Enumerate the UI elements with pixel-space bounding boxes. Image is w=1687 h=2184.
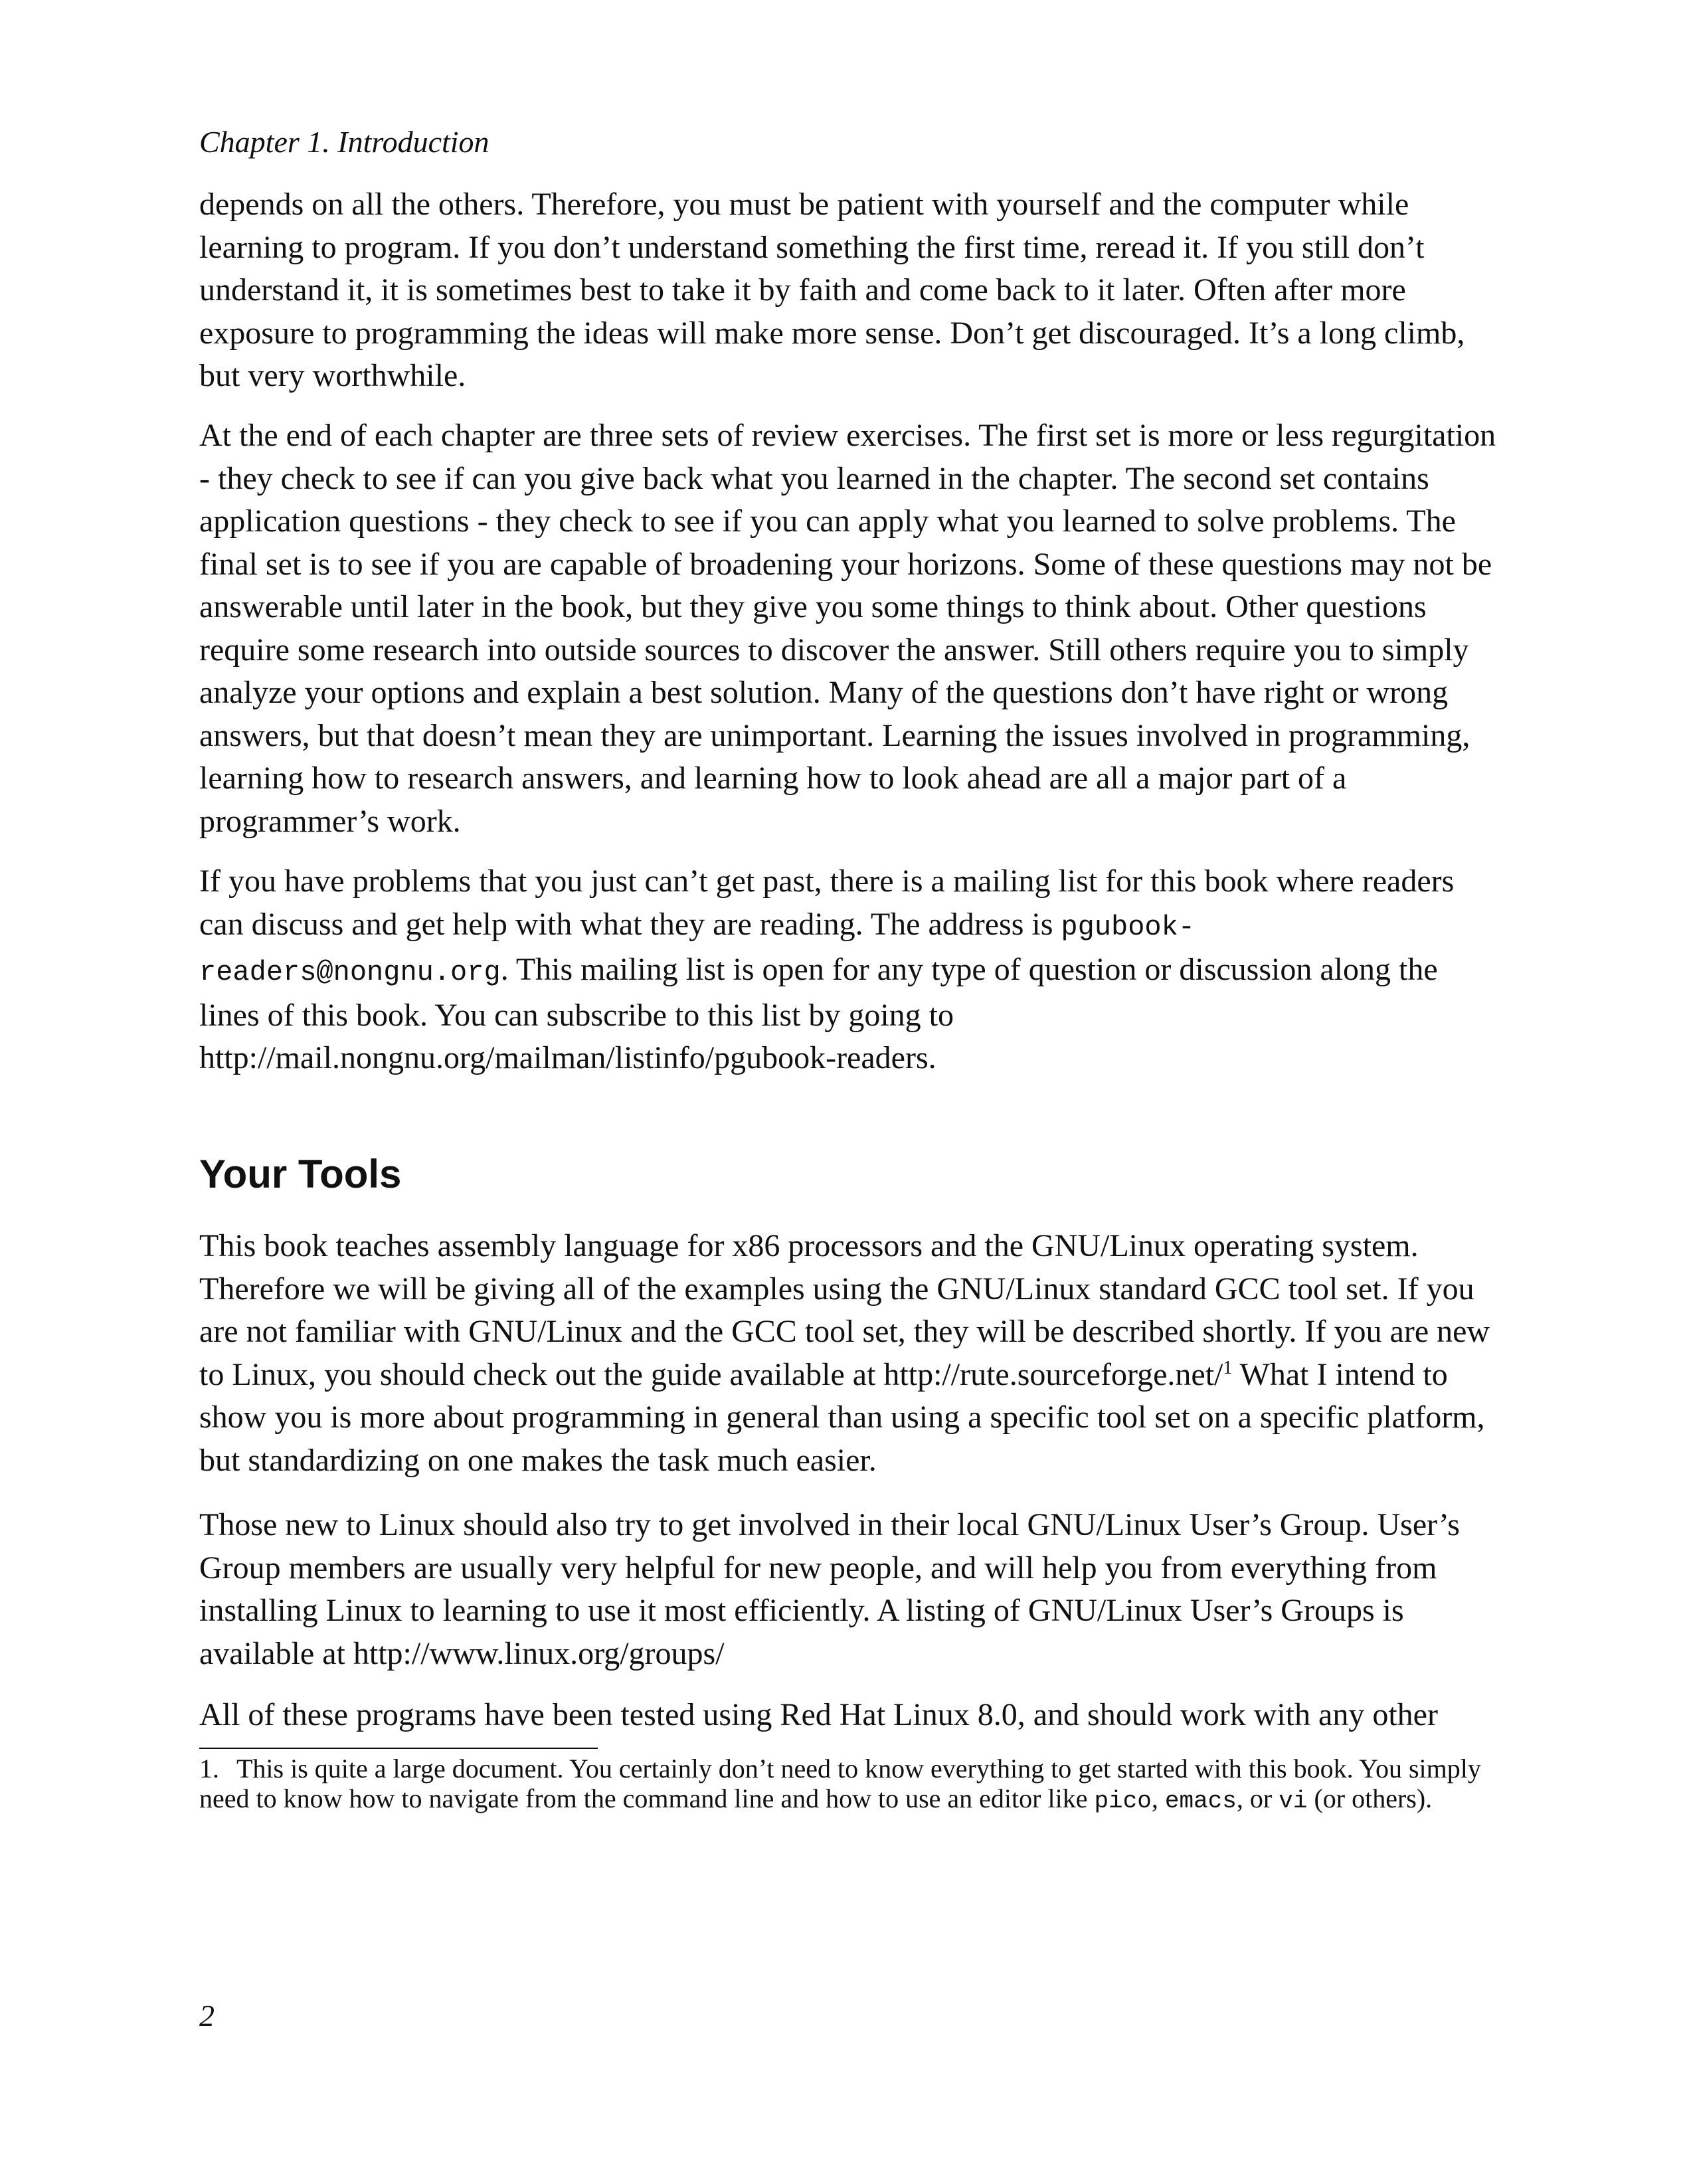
paragraph-patience: depends on all the others. Therefore, you must be patient with yourself and the computer while learning to program. If you don’t understand something the first time, reread it. If you still don’t understand it, it is sometimes best to take it by faith and come back to it later. Often after more exposure to programming the ideas will make more sense. Don’t get discouraged. It’s a long climb, but very worthwhile. (199, 187, 1465, 393)
footnote-divider (199, 1748, 598, 1749)
footnote-sep-2: , or (1236, 1783, 1273, 1813)
footnote-number: 1. (199, 1754, 219, 1783)
footnote-code-vi: vi (1279, 1787, 1308, 1815)
footnote-sep-1: , (1151, 1783, 1158, 1813)
footnote-code-emacs: emacs (1164, 1787, 1237, 1815)
mailing-list-text-after: . This mailing list is open for any type of question or discussion along the lines of this book. You can subscribe to this list by going to http://mail.nongnu.org/mailman/listinfo/pgubook-readers. (199, 952, 1438, 1075)
paragraph-tools-intro (199, 1225, 1501, 1482)
book-page (199, 0, 1501, 2184)
section-heading-your-tools: Your Tools (199, 1152, 402, 1196)
mailing-list-email: pgubook-readers@nongnu.org (199, 911, 1196, 988)
tools-intro-text-before: This book teaches assembly language for x86 processors and the GNU/Linux operating system. Therefore we will be giving all of the examples using the GNU/Linux standard GCC tool set. If you are not familiar with GNU/Linux and the GCC tool set, they will be described shortly. If you are new to Linux, you should check out the guide available at http://rute.sourceforge.net/ (199, 1228, 1490, 1392)
footnote-code-pico: pico (1094, 1787, 1152, 1815)
footnote (199, 1754, 1501, 1816)
mailing-list-text-before: If you have problems that you just can’t get past, there is a mailing list for this book where readers can discuss and get help with what they are reading. The address is (199, 864, 1455, 942)
paragraph-mailing-list (199, 860, 1501, 1080)
footnote-text-a: This is quite a large document. You certainly don’t need to know everything to get started with this book. You simply need to know how to navigate from the command line and how to use an editor like (199, 1754, 1481, 1813)
footnote-text-b: (or others). (1314, 1783, 1433, 1813)
tools-intro-text-after: What I intend to show you is more about programming in general than using a specific tool set on a specific platform, but standardizing on one makes the task much easier. (199, 1356, 1485, 1478)
running-head: Chapter 1. Introduction (199, 125, 489, 159)
paragraph-review-exercises: At the end of each chapter are three sets of review exercises. The first set is more or less regurgitation - they check to see if can you give back what you learned in the chapter. The second set contains application questions - they check to see if you can apply what you learned to solve problems. The final set is to see if you are capable of broadening your horizons. Some of these questions may not be answerable until later in the book, but they give you some things to think about. Other questions require some research into outside sources to discover the answer. Still others require you to simply analyze your options and explain a best solution. Many of the questions don’t have right or wrong answers, but that doesn’t mean they are unimportant. Learning the issues involved in programming, learning how to research answers, and learning how to look ahead are all a major part of a programmer’s work. (199, 418, 1496, 839)
paragraph-red-hat: All of these programs have been tested using Red Hat Linux 8.0, and should work with any other (199, 1697, 1438, 1732)
paragraph-user-groups: Those new to Linux should also try to get involved in their local GNU/Linux User’s Group. User’s Group members are usually very helpful for new people, and will help you from everything from installing Linux to learning to use it most efficiently. A listing of GNU/Linux User’s Groups is available at http://www.linux.org/groups/ (199, 1507, 1460, 1671)
page-number: 2 (199, 1999, 215, 2033)
footnote-reference: 1 (1223, 1357, 1233, 1378)
